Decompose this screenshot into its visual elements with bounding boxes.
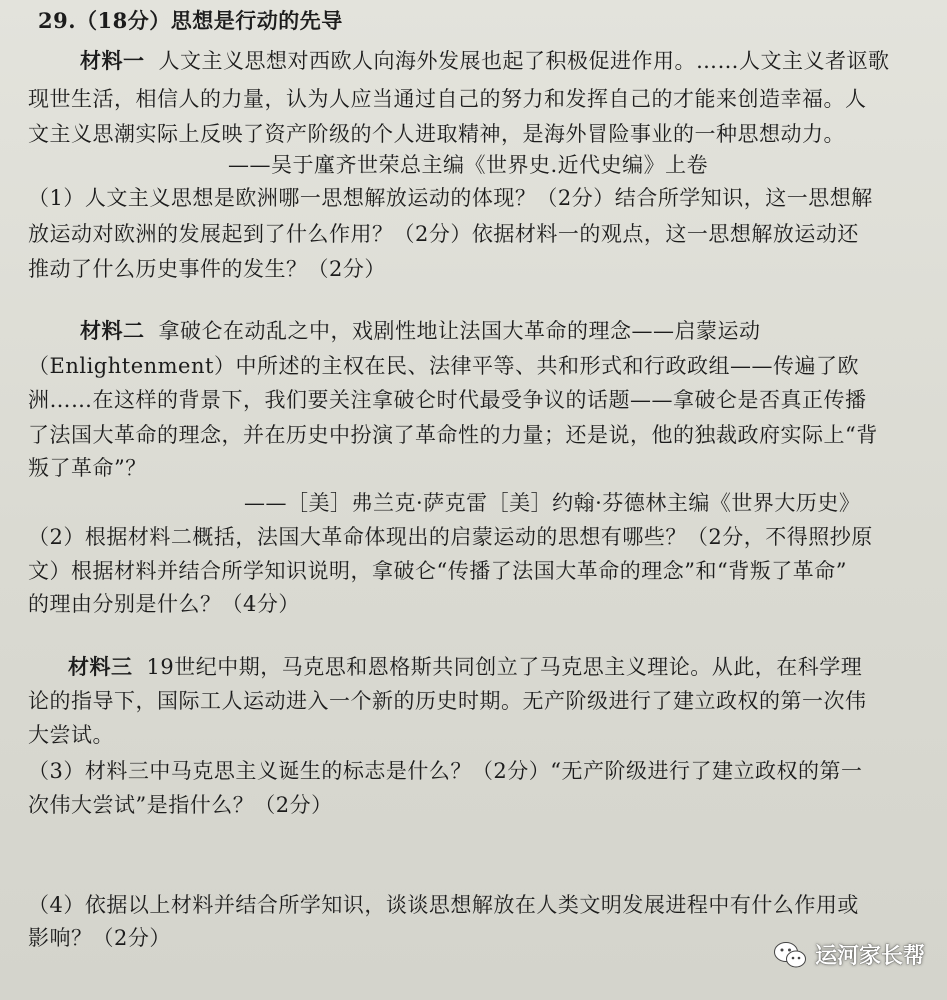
material1-label: 材料一: [80, 48, 145, 73]
material1-line-3: 文主义思潮实际上反映了资产阶级的个人进取精神，是海外冒险事业的一种思想动力。: [28, 122, 845, 146]
question2-line-2: 文）根据材料并结合所学知识说明，拿破仑“传播了法国大革命的理念”和“背叛了革命”: [28, 559, 847, 583]
question4-line-1: （4）依据以上材料并结合所学知识，谈谈思想解放在人类文明发展进程中有什么作用或: [28, 893, 859, 917]
question3-line-2: 次伟大尝试”是指什么？（2分）: [28, 793, 333, 817]
question4-line-2: 影响？（2分）: [28, 926, 171, 950]
material3-line-3: 大尝试。: [28, 723, 114, 747]
material1-source: ——吴于廑齐世荣总主编《世界史.近代史编》上卷: [228, 153, 709, 177]
material3-text-1: 19世纪中期，马克思和恩格斯共同创立了马克思主义理论。从此，在科学理: [146, 655, 863, 679]
material2-label: 材料二: [80, 318, 145, 343]
question2-line-1: （2）根据材料二概括，法国大革命体现出的启蒙运动的思想有哪些？（2分，不得照抄原: [28, 525, 873, 549]
question1-line-1: （1）人文主义思想是欧洲哪一思想解放运动的体现？（2分）结合所学知识，这一思想解: [28, 186, 873, 210]
material2-source: ——［美］弗兰克·萨克雷［美］约翰·芬德林主编《世界大历史》: [244, 491, 861, 515]
watermark-text: 运河家长帮: [814, 944, 925, 969]
material2-line-3: 洲……在这样的背景下，我们要关注拿破仑时代最受争议的话题——拿破仑是否真正传播: [28, 388, 867, 412]
material3-label: 材料三: [68, 654, 133, 679]
material1-text-1: 人文主义思想对西欧人向海外发展也起了积极促进作用。……人文主义者讴歌: [158, 49, 890, 73]
question1-line-3: 推动了什么历史事件的发生？（2分）: [28, 257, 386, 281]
material3-line-1: [68, 654, 862, 680]
question-title: 29.（18分）思想是行动的先导: [38, 8, 343, 33]
material2-line-5: 叛了革命”？: [28, 456, 147, 480]
material2-line-1: [80, 318, 761, 344]
material3-line-2: 论的指导下，国际工人运动进入一个新的历史时期。无产阶级进行了建立政权的第一次伟: [28, 689, 867, 713]
wechat-icon: [773, 941, 807, 969]
material1-line-1: [80, 48, 890, 74]
watermark: [773, 939, 925, 970]
material2-line-2: （Enlightenment）中所述的主权在民、法律平等、共和形式和行政政组——传遍了欧: [28, 354, 859, 378]
material1-line-2: 现世生活，相信人的力量，认为人应当通过自己的努力和发挥自己的才能来创造幸福。人: [28, 87, 867, 111]
question1-line-2: 放运动对欧洲的发展起到了什么作用？（2分）依据材料一的观点，这一思想解放运动还: [28, 222, 859, 246]
material2-line-4: 了法国大革命的理念，并在历史中扮演了革命性的力量；还是说，他的独裁政府实际上“背: [28, 423, 878, 447]
question2-line-3: 的理由分别是什么？（4分）: [28, 592, 300, 616]
question3-line-1: （3）材料三中马克思主义诞生的标志是什么？（2分）“无产阶级进行了建立政权的第一: [28, 759, 863, 783]
material2-text-1: 拿破仑在动乱之中，戏剧性地让法国大革命的理念——启蒙运动: [158, 319, 761, 343]
